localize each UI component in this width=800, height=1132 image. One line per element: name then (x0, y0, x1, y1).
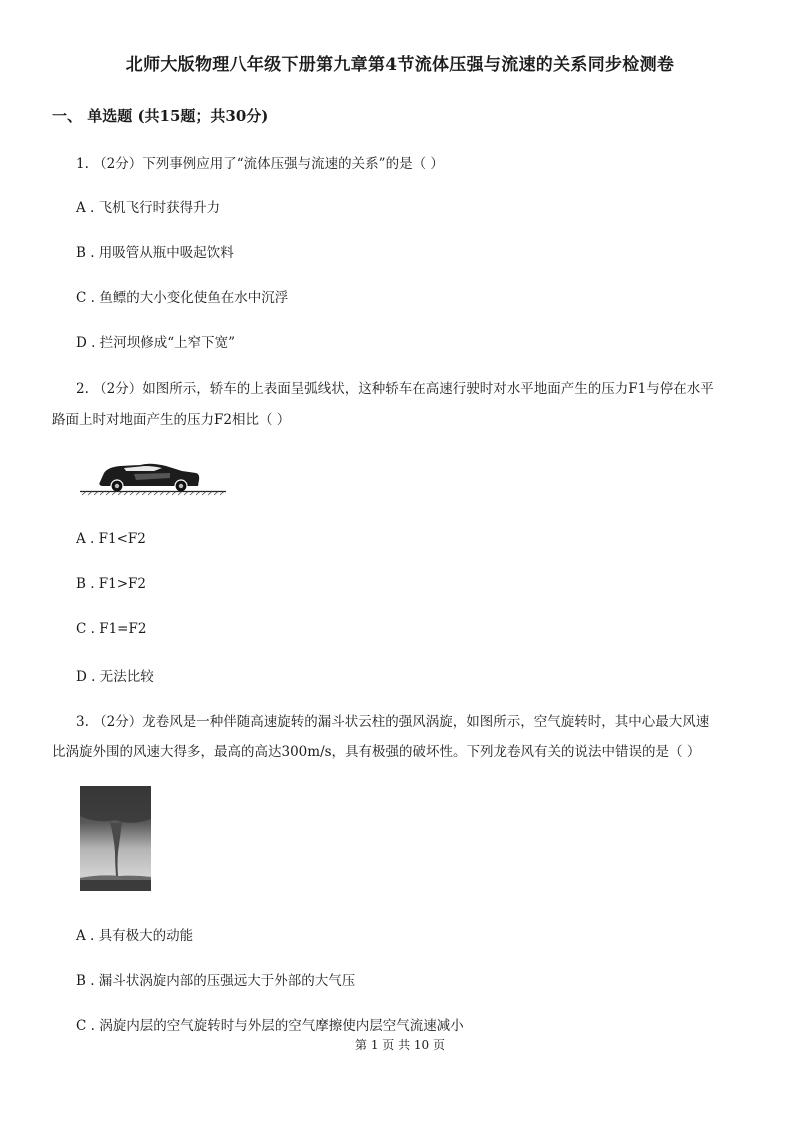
page-title: 北师大版物理八年级下册第九章第4节流体压强与流速的关系同步检测卷 (125, 55, 675, 75)
question-1-stem: 1. （2分）下列事例应用了“流体压强与流速的关系”的是（ ） (76, 156, 444, 172)
section-heading: 一、 单选题 (共15题；共30分) (52, 107, 269, 125)
car-figure (78, 458, 228, 496)
question-3-option-b: B . 漏斗状涡旋内部的压强远大于外部的大气压 (76, 973, 356, 989)
question-1-option-c: C . 鱼鳔的大小变化使鱼在水中沉浮 (76, 290, 289, 306)
question-1-option-a: A . 飞机飞行时获得升力 (76, 200, 221, 216)
question-2-stem-line-1: 2. （2分）如图所示，轿车的上表面呈弧线状，这种轿车在高速行驶时对水平地面产生的压力F1与停在水平 (76, 381, 714, 397)
question-2-option-d: D . 无法比较 (76, 669, 154, 685)
storm-cloud (80, 786, 151, 823)
question-2-stem-line-2: 路面上时对地面产生的压力F2相比（ ） (52, 412, 291, 428)
question-2-option-b: B . F1>F2 (76, 576, 147, 592)
question-3-stem-line-2: 比涡旋外围的风速大得多，最高的高达300m/s，具有极强的破坏性。下列龙卷风有关的说法中错误的是（ ） (52, 744, 701, 760)
question-1-option-b: B . 用吸管从瓶中吸起饮料 (76, 245, 234, 261)
question-3-option-a: A . 具有极大的动能 (76, 928, 194, 944)
question-3-option-c: C . 涡旋内层的空气旋转时与外层的空气摩擦使内层空气流速减小 (76, 1018, 464, 1034)
question-2-option-c: C . F1=F2 (76, 621, 147, 637)
page-footer: 第 1 页 共 10 页 (355, 1038, 445, 1052)
question-2-option-a: A . F1<F2 (76, 531, 146, 547)
question-3-stem-line-1: 3. （2分）龙卷风是一种伴随高速旋转的漏斗状云柱的强风涡旋，如图所示，空气旋转时，其中心最大风速 (76, 714, 710, 730)
question-1-option-d: D . 拦河坝修成“上窄下宽” (76, 335, 236, 351)
tornado-photo (80, 786, 151, 891)
